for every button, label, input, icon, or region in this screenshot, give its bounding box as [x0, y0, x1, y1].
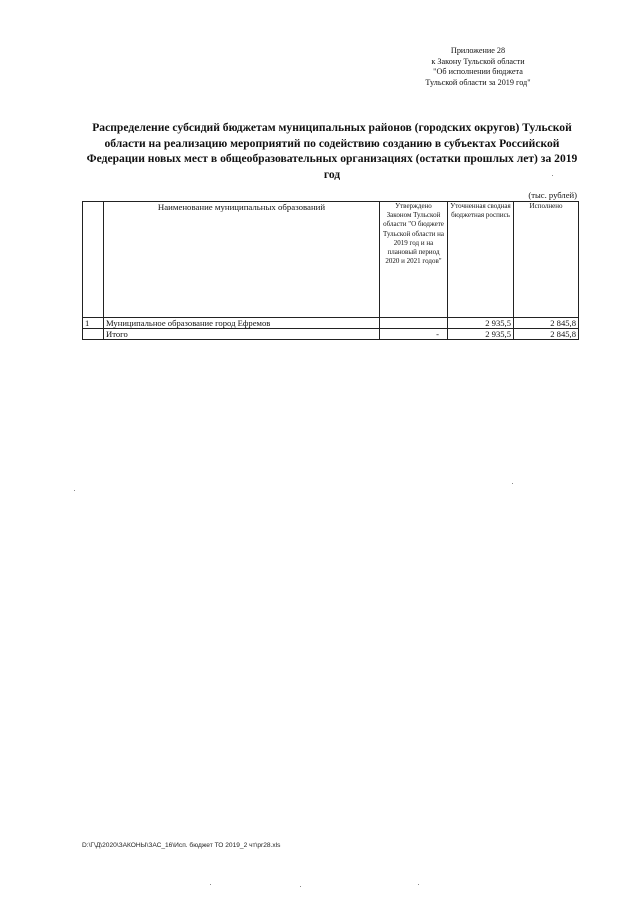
units-label: (тыс. рублей) [528, 190, 577, 200]
row-revised: 2 935,5 [448, 329, 514, 340]
appendix-header [400, 46, 556, 88]
row-executed: 2 845,8 [514, 318, 579, 329]
table-row-total [83, 329, 579, 340]
row-number [83, 329, 104, 340]
header-executed: Исполнено [514, 202, 579, 318]
scan-speck [418, 884, 419, 885]
document-title: Распределение субсидий бюджетам муниципальных районов (городских округов) Тульской области на реализацию мероприятий по содействию созданию в субъектах Российской Федерации новых мест в общеобразовательных организациях (остатки прошлых лет) за 2019 год [86, 121, 578, 181]
appendix-line: Тульской области за 2019 год" [425, 77, 531, 87]
table-header-row [83, 202, 579, 318]
header-name: Наименование муниципальных образований [104, 202, 380, 318]
row-approved [380, 318, 448, 329]
table-row [83, 318, 579, 329]
appendix-line: к Закону Тульской области [431, 56, 525, 66]
scan-speck [74, 490, 75, 491]
appendix-line: "Об исполнении бюджета [433, 67, 523, 76]
scan-speck [210, 884, 211, 885]
header-revised: Уточненная сводная бюджетная роспись [448, 202, 514, 318]
scan-speck [300, 886, 301, 887]
row-number: 1 [83, 318, 104, 329]
subsidy-table [82, 201, 579, 340]
header-approved: Утверждено Законом Тульской области "О бюджете Тульской области на 2019 год и на плановый период 2020 и 2021 годов" [380, 202, 448, 318]
row-executed: 2 845,8 [514, 329, 579, 340]
file-path-footer: D:\Г\Д\2020\ЗАКОНЫ\ЗАС_16\Исп. бюджет ТО 2019_2 чт\pr28.xls [82, 842, 281, 849]
appendix-line: Приложение 28 [450, 46, 506, 55]
row-revised: 2 935,5 [448, 318, 514, 329]
row-approved: - [380, 329, 448, 340]
scan-speck [552, 175, 553, 176]
header-number [83, 202, 104, 318]
row-name: Итого [104, 329, 380, 340]
scan-speck [512, 483, 513, 484]
row-name: Муниципальное образование город Ефремов [104, 318, 380, 329]
